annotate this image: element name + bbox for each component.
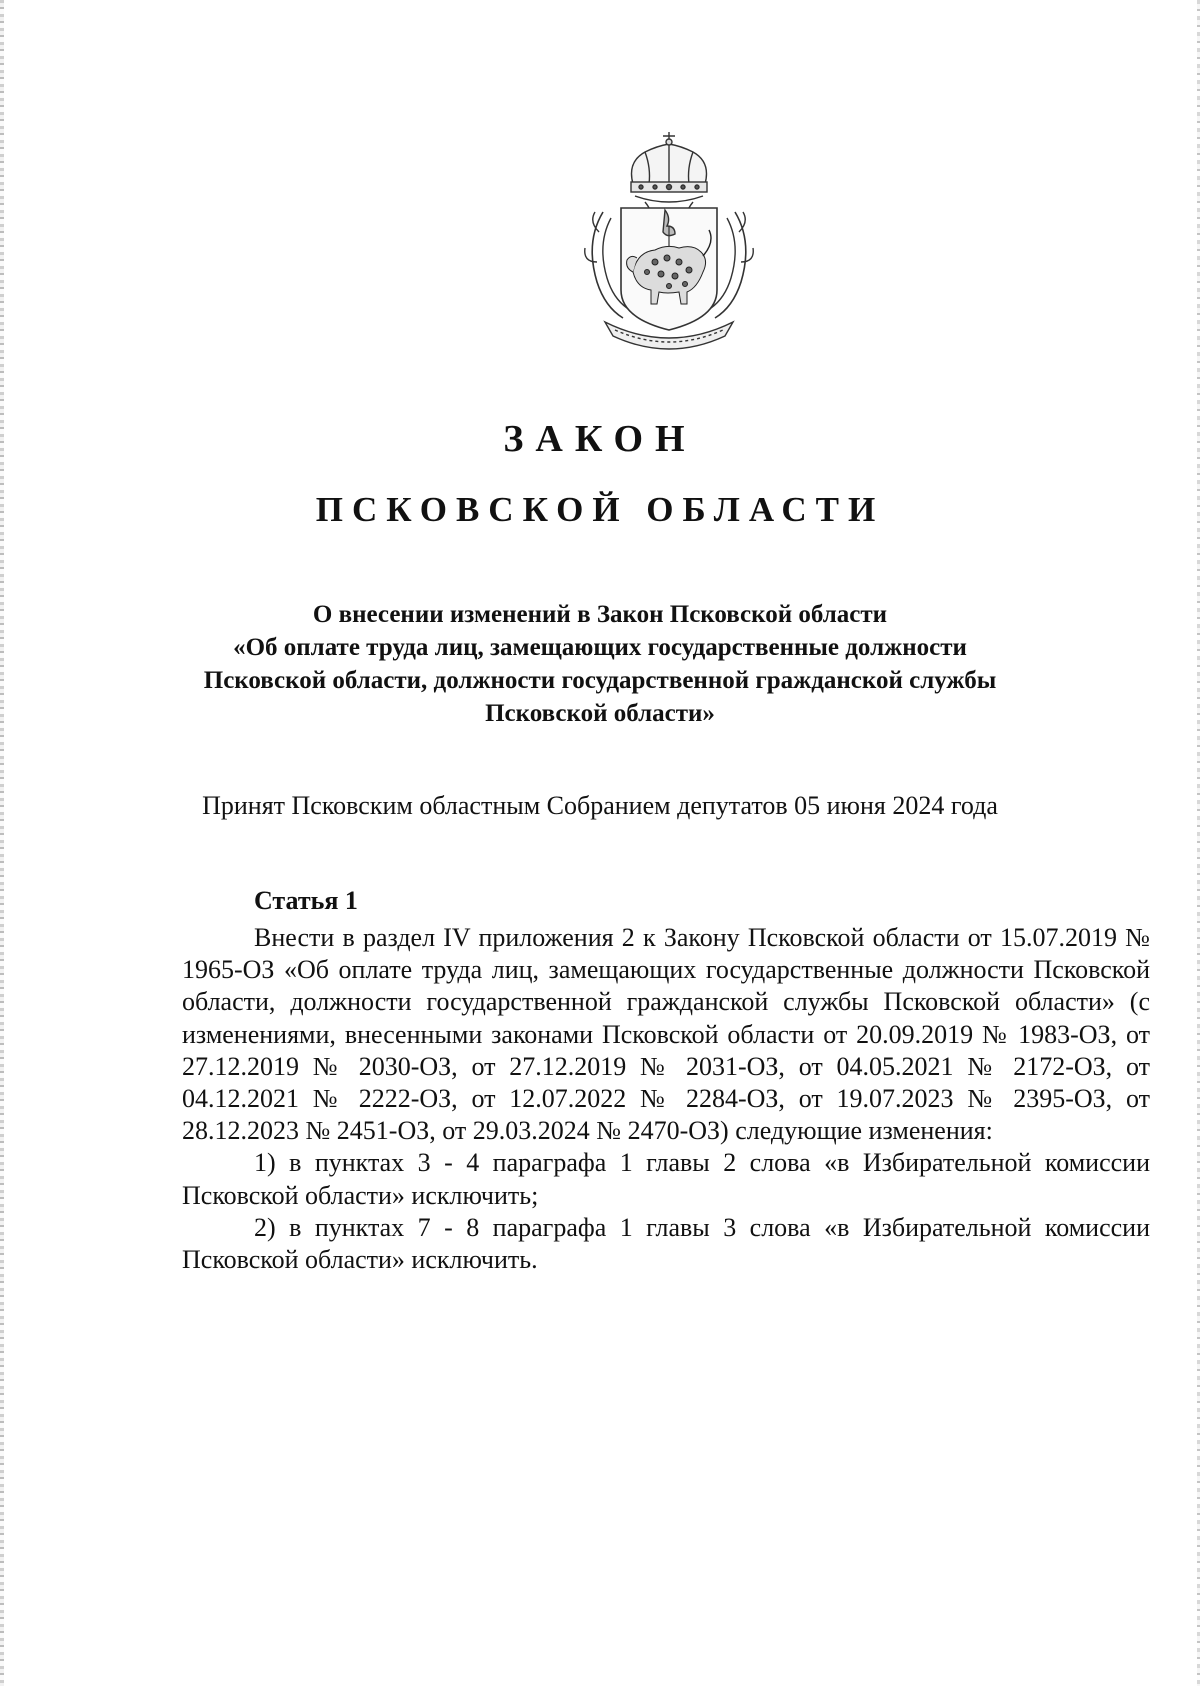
adoption-statement: Принят Псковским областным Собранием депутатов 05 июня 2024 года [202,791,998,820]
law-heading: ЗАКОН [503,418,697,460]
article-item: 1) в пунктах 3 - 4 параграфа 1 главы 2 слова «в Избирательной комиссии Псковской области» исключить; [182,1148,1150,1210]
scan-edge-left [0,0,4,1686]
article-intro-paragraph: Внести в раздел IV приложения 2 к Закону Псковской области от 15.07.2019 № 1965-ОЗ «Об оплате труда лиц, замещающих государственные должности Псковской области, должности государственной гражданской службы Псковской области» (с изменениями, внесенными законами Псковской области от 20.09.2019 № 1983-ОЗ, от 27.12.2019 № 2030-ОЗ, от 27.12.2019 № 2031-ОЗ, от 04.05.2021 № 2172-ОЗ, от 04.12.2021 № 2222-ОЗ, от 12.07.2022 № 2284-ОЗ, от 19.07.2023 № 2395-ОЗ, от 28.12.2023 № 2451-ОЗ, от 29.03.2024 № 2470-ОЗ) следующие изменения: [182,923,1150,1146]
document-title-line: Псковской области, должности государственной гражданской службы [203,667,997,694]
document-title-line: Псковской области» [485,700,715,727]
document-title [150,598,1050,730]
region-heading: ПСКОВСКОЙ ОБЛАСТИ [315,490,885,529]
article-body [182,922,1150,1276]
crown-icon [631,132,707,192]
article-item: 2) в пунктах 7 - 8 параграфа 1 главы 3 слова «в Избирательной комиссии Псковской области» исключить. [182,1212,1150,1275]
article-heading: Статья 1 [254,886,358,915]
document-title-line: «Об оплате труда лиц, замещающих государственные должности [233,634,967,661]
document-title-line: О внесении изменений в Закон Псковской области [312,601,888,628]
coat-of-arms-icon [575,122,763,364]
